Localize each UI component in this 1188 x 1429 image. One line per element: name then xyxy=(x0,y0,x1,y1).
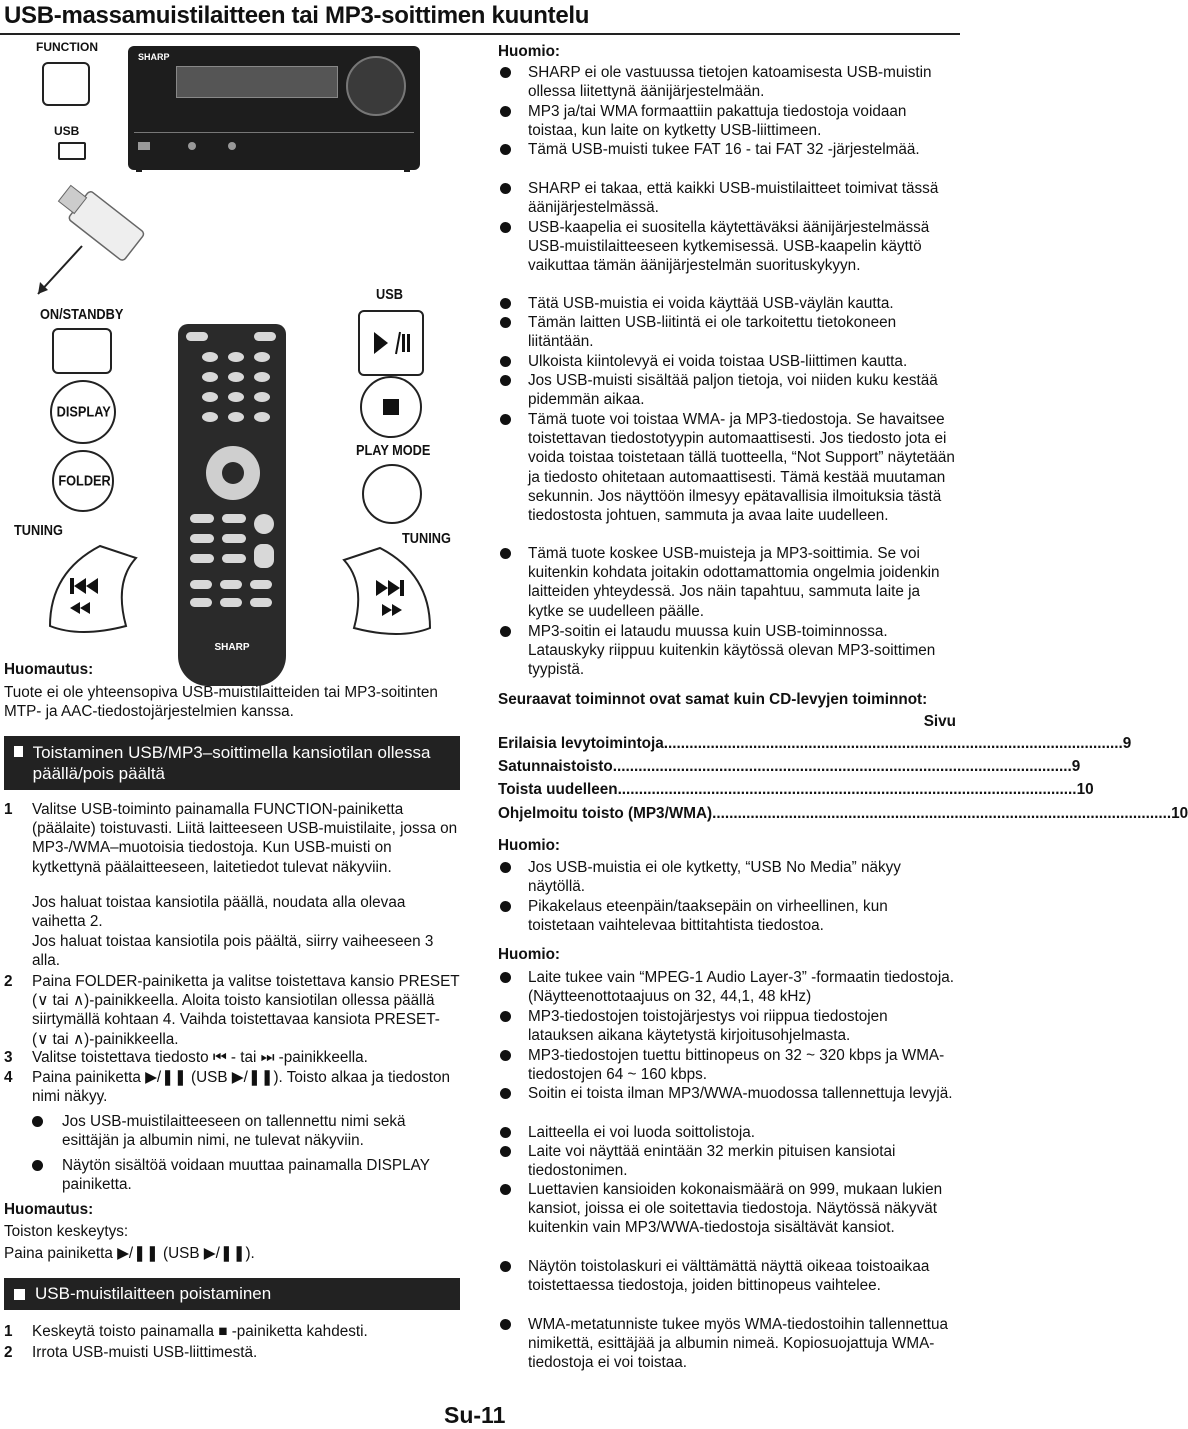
bullet-icon xyxy=(500,317,511,328)
bullet-icon xyxy=(500,1261,511,1272)
step-number: 4 xyxy=(4,1069,13,1086)
toc-row xyxy=(498,780,1094,799)
toc-page: 9 xyxy=(1071,758,1081,775)
play-pause-icon xyxy=(360,312,422,374)
step-text: Paina FOLDER-painiketta ja valitse toistettava kansio PRESET (∨ tai ∧)-painikkeella. Aloita toisto kansiotilan ollessa päällä siirtymällä kohtaan 4. Vaihda toistettavaa kansiota PRESET- (∨ tai ∧)-painikkeella. xyxy=(32,973,460,1048)
bullet-item xyxy=(498,352,956,371)
unit-display xyxy=(176,66,338,98)
bullet-item xyxy=(498,1007,956,1045)
bullet-text: USB-kaapelia ei suositella käytettäväksi äänijärjestelmässä USB-muistilaitteeseen kytkemisessä. USB-kaapelin käyttö vaikuttaa tämän äänijärjestelmän suorituskykyyn. xyxy=(528,219,930,275)
huomautus2-line2: Paina painiketta ▶/❚❚ (USB ▶/❚❚). xyxy=(4,1245,255,1262)
square-bullet-icon xyxy=(14,1289,25,1300)
step-text: Valitse toistettava tiedosto ⏮ - tai ⏭ -painikkeella. xyxy=(32,1049,368,1066)
remove-step-2 xyxy=(4,1343,460,1362)
bullet-icon xyxy=(500,106,511,117)
step-number: 1 xyxy=(4,1323,13,1340)
toc-row xyxy=(498,757,1081,776)
unit-usb-slot xyxy=(138,142,150,150)
huomautus2-title: Huomautus: xyxy=(4,1201,94,1218)
bullet-item xyxy=(498,1046,956,1084)
bullet-icon xyxy=(500,1050,511,1061)
remote-btn xyxy=(220,598,242,607)
bullet-icon xyxy=(500,1127,511,1138)
remote-control xyxy=(178,324,286,686)
sivu-label: Sivu xyxy=(923,713,956,730)
toc-label: Ohjelmoitu toisto (MP3/WMA) xyxy=(498,805,713,822)
bullet-icon xyxy=(500,375,511,386)
bullet-text: WMA-metatunniste tukee myös WMA-tiedostoihin tallennettua nimikettä, esittäjää ja albumin nimeä. Kopiosuojattuja WMA-tiedostoja ei voi toistaa. xyxy=(528,1316,948,1372)
toc-leader: ............................................................................................................ xyxy=(612,758,1072,775)
bullet-icon xyxy=(500,298,511,309)
bullet-text: MP3-soitin ei lataudu muussa kuin USB-toiminnossa. Latauskyky riippuu kuitenkin käytössä olevan MP3-soittimen tyypistä. xyxy=(528,623,936,679)
remote-btn xyxy=(222,534,246,543)
bullet-text: Pikakelaus eteenpäin/taaksepäin on virheellinen, kun toistetaan vaihtelevaa bittitahtista tiedostoa. xyxy=(528,898,888,935)
main-unit xyxy=(128,46,420,170)
bullet-icon xyxy=(500,1184,511,1195)
step-text: Valitse USB-toiminto painamalla FUNCTION-painiketta (päälaite) toistuvasti. Liitä laitteeseen USB-muistilaite, jossa on MP3-/WMA–muotoisia tiedostoja. Kun USB-muisti on kytkettynä päälaitteeseen, laitetiedot tulevat näkyviin. xyxy=(32,801,458,876)
bullet-item xyxy=(498,897,956,935)
bullet-text: Luettavien kansioiden kokonaismäärä on 999, mukaan lukien kansiot, joissa ei ole soitettavia tiedostoja. Näytössä näkyvät kuitenkin vain MP3/WWA-tiedostoja sisältävät kansiot. xyxy=(528,1181,943,1237)
bullet-item xyxy=(498,410,956,525)
huomio3-title: Huomio: xyxy=(498,946,561,963)
remote-btn xyxy=(202,352,218,362)
remote-brand: SHARP xyxy=(214,642,250,653)
remote-btn xyxy=(202,412,218,422)
step-text: Keskeytä toisto painamalla ■ -painiketta kahdesti. xyxy=(32,1323,368,1340)
bullet-item xyxy=(498,858,956,896)
bullet-item xyxy=(498,622,956,680)
toc-page: 10 xyxy=(1076,781,1094,798)
step-1-note-b xyxy=(4,932,460,970)
bullet-text: Näytön toistolaskuri ei välttämättä näyttä oikeaa toistoaikaa toistettaessa tiedostoja, joiden bittinopeus vaihtelee. xyxy=(528,1258,930,1295)
remote-btn xyxy=(222,514,246,523)
bullet-icon xyxy=(500,862,511,873)
section2-heading xyxy=(4,1278,460,1310)
section1-title: Toistaminen USB/MP3–soittimella kansiotilan ollessa päällä/pois päältä xyxy=(32,743,431,783)
huomio1-title: Huomio: xyxy=(498,43,561,60)
huomautus2-line1: Toiston keskeytys: xyxy=(4,1223,129,1240)
bullet-icon xyxy=(500,626,511,637)
huomautus1-title: Huomautus: xyxy=(4,661,94,678)
step-2 xyxy=(4,972,460,1049)
bullet-text: MP3-tiedostojen tuettu bittinopeus on 32 ~ 320 kbps ja WMA-tiedostojen 64 ~ 160 kbps. xyxy=(528,1047,945,1084)
step-4 xyxy=(4,1068,460,1106)
bullet-text: Soitin ei toista ilman MP3/WWA-muodossa tallennettuja levyjä. xyxy=(528,1085,953,1102)
remote-btn xyxy=(254,372,270,382)
unit-foot-left xyxy=(136,168,142,172)
bullet-text: Jos USB-muistia ei ole kytketty, “USB No Media” näkyy näytöllä. xyxy=(528,859,901,896)
section1-heading xyxy=(4,736,460,790)
tuning-left-label: TUNING xyxy=(14,522,63,539)
remote-btn xyxy=(250,580,272,589)
page-title: USB-massamuistilaitteen tai MP3-soittimen kuuntelu xyxy=(4,2,590,29)
unit-foot-right xyxy=(404,168,410,172)
step4-bullet-1 xyxy=(32,1112,462,1150)
remote-btn xyxy=(254,514,274,534)
bullet-item xyxy=(498,544,956,621)
bullet-item xyxy=(498,1257,956,1295)
huomio2-title: Huomio: xyxy=(498,837,561,854)
bullet-item xyxy=(498,1180,956,1238)
step-number: 2 xyxy=(4,973,13,990)
bullet-text: Näytön sisältöä voidaan muuttaa painamalla DISPLAY painiketta. xyxy=(62,1157,430,1194)
bullet-icon xyxy=(500,222,511,233)
remote-btn xyxy=(254,392,270,402)
remote-btn xyxy=(228,412,244,422)
bullet-icon xyxy=(32,1116,43,1127)
remote-btn xyxy=(228,392,244,402)
bullet-text: Ulkoista kiintolevyä ei voida toistaa USB-liittimen kautta. xyxy=(528,353,908,370)
remote-btn xyxy=(190,514,214,523)
bullet-text: Tämä tuote voi toistaa WMA- ja MP3-tiedostoja. Se havaitsee toistettavan tiedostotyypin automaattisesti. Jos tiedosto jota ei voida toistaa toistetaan tällä tuotteella, “Not Support” näytetään ja tiedosto ohitetaan automaattisesti. Tämä kestää muutaman sekunnin. Jos näyttöön ilmesyy epätavallisia ilmoituksia tästä tiedostosta johtuen, sammuta ja avaa laite uudelleen. xyxy=(528,411,955,525)
title-rule xyxy=(0,33,960,35)
toc-leader: ............................................................................................................ xyxy=(663,735,1123,752)
usb-stick-icon xyxy=(30,176,150,316)
remote-btn xyxy=(228,372,244,382)
remote-btn xyxy=(228,352,244,362)
stop-icon xyxy=(383,399,399,415)
bullet-icon xyxy=(500,901,511,912)
remove-step-1 xyxy=(4,1322,460,1341)
remote-btn xyxy=(254,352,270,362)
on-standby-button xyxy=(52,328,112,374)
bullet-item xyxy=(498,968,956,1006)
usb-port xyxy=(58,142,86,160)
bullet-icon xyxy=(500,414,511,425)
bullet-item xyxy=(498,294,956,313)
bullet-text: Tämä USB-muisti tukee FAT 16 - tai FAT 32 -järjestelmää. xyxy=(528,141,920,158)
bullet-icon xyxy=(500,183,511,194)
step-3 xyxy=(4,1048,460,1067)
volume-knob xyxy=(346,56,406,116)
bullet-icon xyxy=(500,972,511,983)
bullet-icon xyxy=(500,1088,511,1099)
step-number: 3 xyxy=(4,1049,13,1066)
bullet-item xyxy=(498,1123,956,1142)
toc-label: Satunnaistoisto xyxy=(498,758,613,775)
toc-page: 9 xyxy=(1122,735,1132,752)
bullet-text: MP3-tiedostojen toistojärjestys voi riippua tiedostojen latauksen aikana käytetystä kirjoitusohjelmasta. xyxy=(528,1008,888,1045)
usb-label: USB xyxy=(54,124,80,138)
bullet-item xyxy=(498,1142,956,1180)
bullet-text: MP3 ja/tai WMA formaattiin pakattuja tiedostoja voidaan toistaa, kun laite on kytketty USB-liittimeen. xyxy=(528,103,907,140)
on-standby-label: ON/STANDBY xyxy=(40,306,124,323)
toc-leader: ............................................................................................................ xyxy=(712,805,1172,822)
usb-play-pause-button xyxy=(358,310,424,376)
phones-jack xyxy=(228,142,236,150)
step-text: Jos haluat toistaa kansiotila päällä, noudata alla olevaa vaihetta 2. xyxy=(32,894,406,931)
remote-btn xyxy=(190,554,214,563)
bullet-item xyxy=(498,218,956,276)
bullet-text: Tämän laitten USB-liitintä ei ole tarkoitettu tietokoneen liitäntään. xyxy=(528,314,897,351)
tuning-up-button xyxy=(340,544,440,644)
bullet-text: Laitteella ei voi luoda soittolistoja. xyxy=(528,1124,756,1141)
remote-btn xyxy=(202,392,218,402)
bullet-icon xyxy=(500,1319,511,1330)
bullet-item xyxy=(498,63,956,101)
stop-button xyxy=(360,376,422,438)
remote-enter-button xyxy=(222,462,244,484)
audio-in-jack xyxy=(188,142,196,150)
function-label: FUNCTION xyxy=(36,40,98,54)
toc-row xyxy=(498,804,1188,823)
unit-divider xyxy=(134,132,414,133)
bullet-icon xyxy=(32,1160,43,1171)
bullet-item xyxy=(498,1084,956,1103)
display-button xyxy=(50,380,116,444)
remote-open-button xyxy=(254,332,276,341)
function-button xyxy=(42,62,90,106)
bullet-text: Jos USB-muisti sisältää paljon tietoja, voi niiden kuku kestää pidemmän aikaa. xyxy=(528,372,938,409)
remote-btn xyxy=(222,554,246,563)
bullet-text: Tätä USB-muistia ei voida käyttää USB-väylän kautta. xyxy=(528,295,894,312)
bullet-item xyxy=(498,371,956,409)
tuning-right-label: TUNING xyxy=(402,530,451,547)
bullet-item xyxy=(498,102,956,140)
tuning-down-button xyxy=(40,542,140,642)
bullet-icon xyxy=(500,1146,511,1157)
remote-btn xyxy=(250,598,272,607)
bullet-item xyxy=(498,1315,956,1373)
step-text: Jos haluat toistaa kansiotila pois päältä, siirry vaiheeseen 3 alla. xyxy=(32,933,434,970)
section2-title: USB-muistilaitteen poistaminen xyxy=(35,1284,272,1303)
folder-button xyxy=(52,450,114,512)
bullet-text: SHARP ei ole vastuussa tietojen katoamisesta USB-muistin ollessa liitettynä äänijärjestelmään. xyxy=(528,64,932,101)
folder-label: FOLDER xyxy=(58,472,111,490)
step-1-note-a xyxy=(4,893,460,931)
bullet-text: SHARP ei takaa, että kaikki USB-muistilaitteet toimivat tässä äänijärjestelmässä. xyxy=(528,180,939,217)
huomautus1-text: Tuote ei ole yhteensopiva USB-muistilaitteiden tai MP3-soitinten MTP- ja AAC-tiedostojärjestelmien kanssa. xyxy=(4,684,438,721)
toc-label: Toista uudelleen xyxy=(498,781,618,798)
remote-btn xyxy=(254,412,270,422)
step4-bullet-2 xyxy=(32,1156,462,1194)
display-label: DISPLAY xyxy=(56,403,111,421)
remote-standby-button xyxy=(186,332,208,341)
bullet-icon xyxy=(500,67,511,78)
usb-right-label: USB xyxy=(376,286,403,303)
toc-label: Erilaisia levytoimintoja xyxy=(498,735,664,752)
bullet-icon xyxy=(500,144,511,155)
play-mode-button xyxy=(362,464,422,524)
bullet-text: Jos USB-muistilaitteeseen on tallennettu nimi sekä esittäjän ja albumin nimi, ne tulevat näkyviin. xyxy=(62,1113,406,1150)
same-ops-title: Seuraavat toiminnot ovat samat kuin CD-levyjen toiminnot: xyxy=(498,691,928,708)
remote-btn xyxy=(220,580,242,589)
play-mode-label: PLAY MODE xyxy=(356,442,431,459)
toc-row xyxy=(498,734,1132,753)
step-1 xyxy=(4,800,460,877)
bullet-text: Laite voi näyttää enintään 32 merkin pituisen kansiotai tiedostonimen. xyxy=(528,1143,896,1180)
step-number: 1 xyxy=(4,801,13,818)
remote-btn xyxy=(190,598,212,607)
bullet-text: Laite tukee vain “MPEG-1 Audio Layer-3” -formaatin tiedostoja. (Näytteenottotaajuus on 32, 44,1, 48 kHz) xyxy=(528,969,954,1006)
page-number: Su-11 xyxy=(444,1402,506,1428)
square-bullet-icon xyxy=(14,746,23,757)
brand-label: SHARP xyxy=(138,52,170,62)
bullet-icon xyxy=(500,356,511,367)
remote-btn xyxy=(190,580,212,589)
bullet-item xyxy=(498,179,956,217)
bullet-icon xyxy=(500,548,511,559)
toc-page: 10 xyxy=(1171,805,1188,822)
bullet-icon xyxy=(500,1011,511,1022)
bullet-text: Tämä tuote koskee USB-muisteja ja MP3-soittimia. Se voi kuitenkin kohdata joitakin odottamattomia ongelmia joidenkin laitteiden yhteydessä. Jos näin tapahtuu, sammuta laite ja kytke se uudelleen päälle. xyxy=(528,545,940,620)
step-text: Irrota USB-muisti USB-liittimestä. xyxy=(32,1344,258,1361)
remote-btn xyxy=(202,372,218,382)
bullet-item xyxy=(498,313,956,351)
device-illustration xyxy=(0,36,488,656)
remote-btn xyxy=(190,534,214,543)
step-number: 2 xyxy=(4,1344,13,1361)
bullet-item xyxy=(498,140,956,159)
remote-btn xyxy=(254,544,274,568)
step-text: Paina painiketta ▶/❚❚ (USB ▶/❚❚). Toisto alkaa ja tiedoston nimi näkyy. xyxy=(32,1069,451,1106)
toc-leader: ............................................................................................................ xyxy=(617,781,1077,798)
